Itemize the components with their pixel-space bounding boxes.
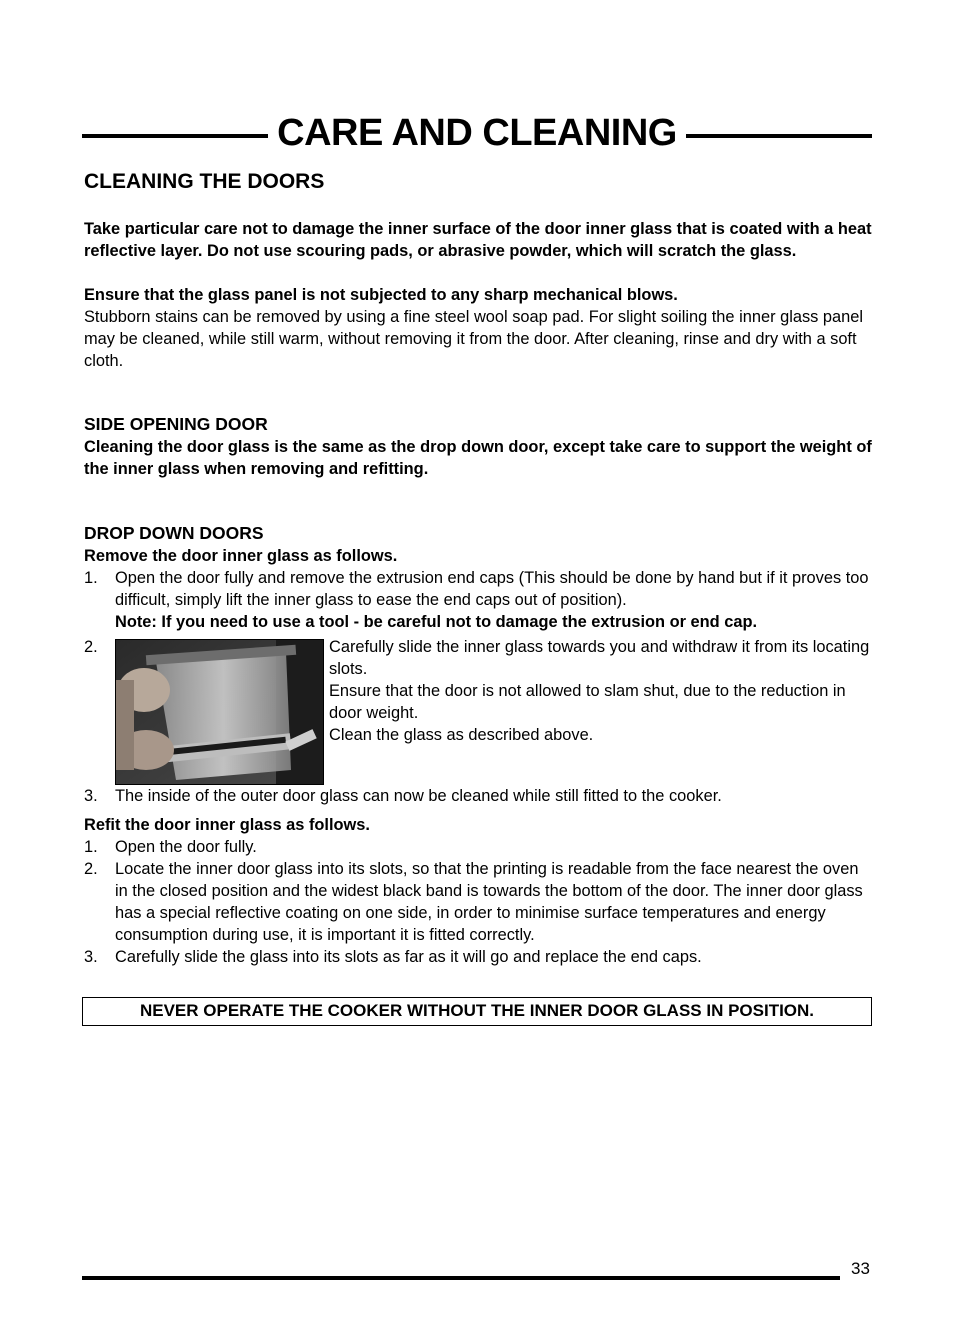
title-rule-left — [82, 134, 268, 138]
step-text: Open the door fully and remove the extrusion end caps (This should be done by hand but if it proves too difficult, simply lift the inner glass to ease the end caps out of position). — [115, 569, 869, 609]
side-door-text: Cleaning the door glass is the same as the drop down door, except take care to support the weight of the inner glass when removing and refitting. — [84, 438, 872, 478]
step-number: 2. — [84, 859, 98, 878]
title-row — [82, 108, 872, 158]
step-number: 1. — [84, 569, 98, 587]
side-door-heading: SIDE OPENING DOOR — [84, 414, 268, 434]
remove-step-1 — [84, 568, 874, 634]
step-text: The inside of the outer door glass can now be cleaned while still fitted to the cooker. — [115, 787, 722, 805]
page-number: 33 — [851, 1259, 870, 1278]
list-item — [84, 859, 874, 947]
step-text: Locate the inner door glass into its slots, so that the printing is readable from the face nearest the oven in the closed position and the widest black band is towards the bottom of the door. The inner door glass has a special reflective coating on one side, in order to minimise surface temperatures and energy consumption during use, it is important it is fitted correctly. — [115, 859, 863, 944]
refit-intro: Refit the door inner glass as follows. — [84, 816, 370, 834]
page-title: CARE AND CLEANING — [277, 111, 677, 154]
step-text: Carefully slide the glass into its slots as far as it will go and replace the end caps. — [115, 947, 702, 966]
title-rule-right — [686, 134, 872, 138]
list-item — [84, 837, 874, 859]
step-number: 3. — [84, 947, 98, 966]
step-text-line-1: Carefully slide the inner glass towards you and withdraw it from its locating slots. — [329, 638, 870, 678]
warning-text-1: Take particular care not to damage the inner surface of the door inner glass that is coated with a heat reflective layer. Do not use scouring pads, or abrasive powder, which will scratch the glass. — [84, 220, 872, 260]
remove-step-3 — [84, 786, 874, 808]
footer-rule — [82, 1276, 840, 1280]
step-number: 3. — [84, 787, 98, 805]
drop-down-heading: DROP DOWN DOORS — [84, 523, 264, 543]
step-text: Open the door fully. — [115, 838, 257, 856]
step-note: Note: If you need to use a tool - be careful not to damage the extrusion or end cap. — [115, 612, 758, 631]
section-heading: CLEANING THE DOORS — [84, 170, 325, 193]
warning-text-2: Ensure that the glass panel is not subjected to any sharp mechanical blows. — [84, 286, 678, 304]
refit-steps-list — [84, 837, 874, 968]
door-glass-removal-photo — [115, 639, 324, 785]
cleaning-body-text: Stubborn stains can be removed by using a fine steel wool soap pad. For slight soiling the inner glass panel may be cleaned, while still warm, without removing it from the door. After cleaning, rinse and dry with a soft cloth. — [84, 308, 864, 370]
warning-box: NEVER OPERATE THE COOKER WITHOUT THE INNER DOOR GLASS IN POSITION. — [82, 997, 872, 1026]
step-text-line-3: Clean the glass as described above. — [329, 725, 594, 744]
step-number: 2. — [84, 638, 98, 656]
step-text-line-2: Ensure that the door is not allowed to slam shut, due to the reduction in door weight. — [329, 681, 846, 722]
step-number: 1. — [84, 838, 98, 856]
remove-intro: Remove the door inner glass as follows. — [84, 547, 398, 565]
list-item — [84, 947, 874, 969]
